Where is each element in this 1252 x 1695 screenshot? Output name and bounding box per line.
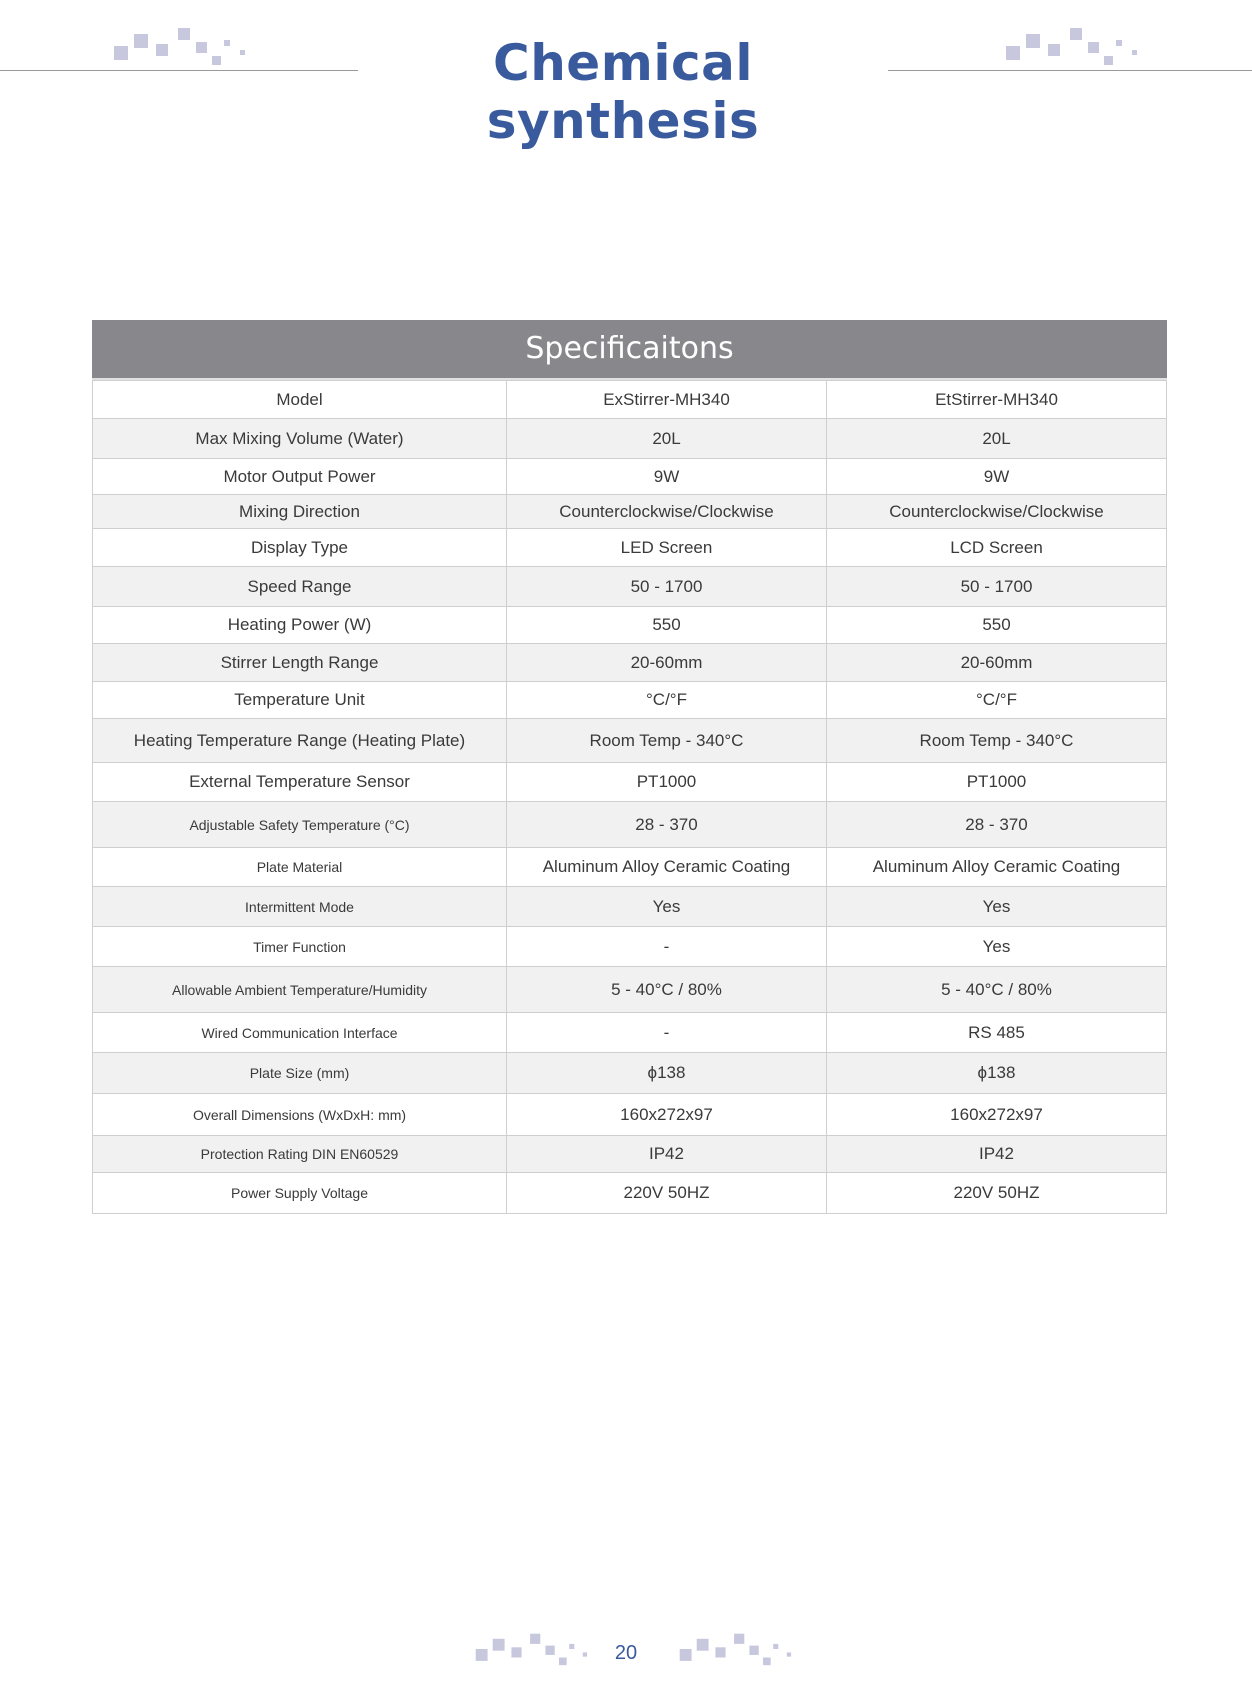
decorative-squares-icon	[112, 26, 252, 71]
exstirrer-value-cell: Aluminum Alloy Ceramic Coating	[507, 848, 827, 887]
exstirrer-value-cell: 50 - 1700	[507, 567, 827, 607]
etstirrer-value-cell: PT1000	[827, 763, 1167, 802]
etstirrer-value-cell: EtStirrer-MH340	[827, 381, 1167, 419]
spec-label-cell: Model	[93, 381, 507, 419]
table-row	[93, 763, 1167, 802]
specifications-table	[92, 320, 1167, 1214]
etstirrer-value-cell: IP42	[827, 1136, 1167, 1173]
spec-label-cell: Plate Material	[93, 848, 507, 887]
table-row	[93, 1013, 1167, 1053]
etstirrer-value-cell: 9W	[827, 459, 1167, 495]
etstirrer-value-cell: 20-60mm	[827, 644, 1167, 682]
table-row	[93, 419, 1167, 459]
header-rule-left	[0, 70, 358, 71]
table-row	[93, 607, 1167, 644]
spec-label-cell: Temperature Unit	[93, 682, 507, 719]
etstirrer-value-cell: 220V 50HZ	[827, 1173, 1167, 1214]
spec-label-cell: Motor Output Power	[93, 459, 507, 495]
decorative-squares-icon	[1004, 26, 1144, 71]
spec-label-cell: Mixing Direction	[93, 495, 507, 529]
spec-label-cell: Wired Communication Interface	[93, 1013, 507, 1053]
etstirrer-value-cell: 5 - 40°C / 80%	[827, 967, 1167, 1013]
table-caption: Specificaitons	[92, 320, 1167, 380]
spec-label-cell: Heating Power (W)	[93, 607, 507, 644]
etstirrer-value-cell: Room Temp - 340°C	[827, 719, 1167, 763]
page-header	[0, 0, 1252, 150]
exstirrer-value-cell: 160x272x97	[507, 1094, 827, 1136]
spec-label-cell: Stirrer Length Range	[93, 644, 507, 682]
exstirrer-value-cell: Counterclockwise/Clockwise	[507, 495, 827, 529]
table-row	[93, 887, 1167, 927]
exstirrer-value-cell: 28 - 370	[507, 802, 827, 848]
spec-label-cell: Protection Rating DIN EN60529	[93, 1136, 507, 1173]
table-row	[93, 1136, 1167, 1173]
etstirrer-value-cell: Yes	[827, 927, 1167, 967]
table-row	[93, 1094, 1167, 1136]
etstirrer-value-cell: 28 - 370	[827, 802, 1167, 848]
table-row	[93, 682, 1167, 719]
table-row	[93, 848, 1167, 887]
spec-label-cell: Overall Dimensions (WxDxH: mm)	[93, 1094, 507, 1136]
etstirrer-value-cell: 20L	[827, 419, 1167, 459]
table-row	[93, 967, 1167, 1013]
spec-label-cell: Plate Size (mm)	[93, 1053, 507, 1094]
etstirrer-value-cell: °C/°F	[827, 682, 1167, 719]
table-row	[93, 567, 1167, 607]
exstirrer-value-cell: ExStirrer-MH340	[507, 381, 827, 419]
spec-label-cell: External Temperature Sensor	[93, 763, 507, 802]
exstirrer-value-cell: 9W	[507, 459, 827, 495]
exstirrer-value-cell: Yes	[507, 887, 827, 927]
exstirrer-value-cell: 20L	[507, 419, 827, 459]
exstirrer-value-cell: °C/°F	[507, 682, 827, 719]
table-row	[93, 1053, 1167, 1094]
etstirrer-value-cell: LCD Screen	[827, 529, 1167, 567]
etstirrer-value-cell: 50 - 1700	[827, 567, 1167, 607]
spec-label-cell: Max Mixing Volume (Water)	[93, 419, 507, 459]
table-row	[93, 459, 1167, 495]
exstirrer-value-cell: 5 - 40°C / 80%	[507, 967, 827, 1013]
exstirrer-value-cell: -	[507, 927, 827, 967]
table-row	[93, 495, 1167, 529]
exstirrer-value-cell: 220V 50HZ	[507, 1173, 827, 1214]
spec-label-cell: Power Supply Voltage	[93, 1173, 507, 1214]
spec-label-cell: Allowable Ambient Temperature/Humidity	[93, 967, 507, 1013]
table-row	[93, 927, 1167, 967]
page-footer	[0, 1632, 1252, 1672]
table-row	[93, 802, 1167, 848]
exstirrer-value-cell: 20-60mm	[507, 644, 827, 682]
etstirrer-value-cell: RS 485	[827, 1013, 1167, 1053]
table-row	[93, 381, 1167, 419]
table-body	[93, 381, 1167, 1214]
exstirrer-value-cell: LED Screen	[507, 529, 827, 567]
etstirrer-value-cell: 160x272x97	[827, 1094, 1167, 1136]
etstirrer-value-cell: ϕ138	[827, 1053, 1167, 1094]
table-row	[93, 1173, 1167, 1214]
etstirrer-value-cell: 550	[827, 607, 1167, 644]
exstirrer-value-cell: IP42	[507, 1136, 827, 1173]
page-title: Chemical synthesis	[486, 34, 760, 150]
spec-label-cell: Intermittent Mode	[93, 887, 507, 927]
exstirrer-value-cell: 550	[507, 607, 827, 644]
decorative-squares-icon	[474, 1632, 593, 1670]
page-number: 20	[614, 1642, 638, 1664]
table-row	[93, 719, 1167, 763]
etstirrer-value-cell: Counterclockwise/Clockwise	[827, 495, 1167, 529]
table-row	[93, 529, 1167, 567]
spec-label-cell: Speed Range	[93, 567, 507, 607]
table-row	[93, 644, 1167, 682]
exstirrer-value-cell: -	[507, 1013, 827, 1053]
exstirrer-value-cell: ϕ138	[507, 1053, 827, 1094]
decorative-squares-icon	[678, 1632, 797, 1670]
exstirrer-value-cell: Room Temp - 340°C	[507, 719, 827, 763]
spec-label-cell: Heating Temperature Range (Heating Plate)	[93, 719, 507, 763]
spec-label-cell: Adjustable Safety Temperature (°C)	[93, 802, 507, 848]
exstirrer-value-cell: PT1000	[507, 763, 827, 802]
spec-label-cell: Timer Function	[93, 927, 507, 967]
spec-label-cell: Display Type	[93, 529, 507, 567]
etstirrer-value-cell: Aluminum Alloy Ceramic Coating	[827, 848, 1167, 887]
etstirrer-value-cell: Yes	[827, 887, 1167, 927]
